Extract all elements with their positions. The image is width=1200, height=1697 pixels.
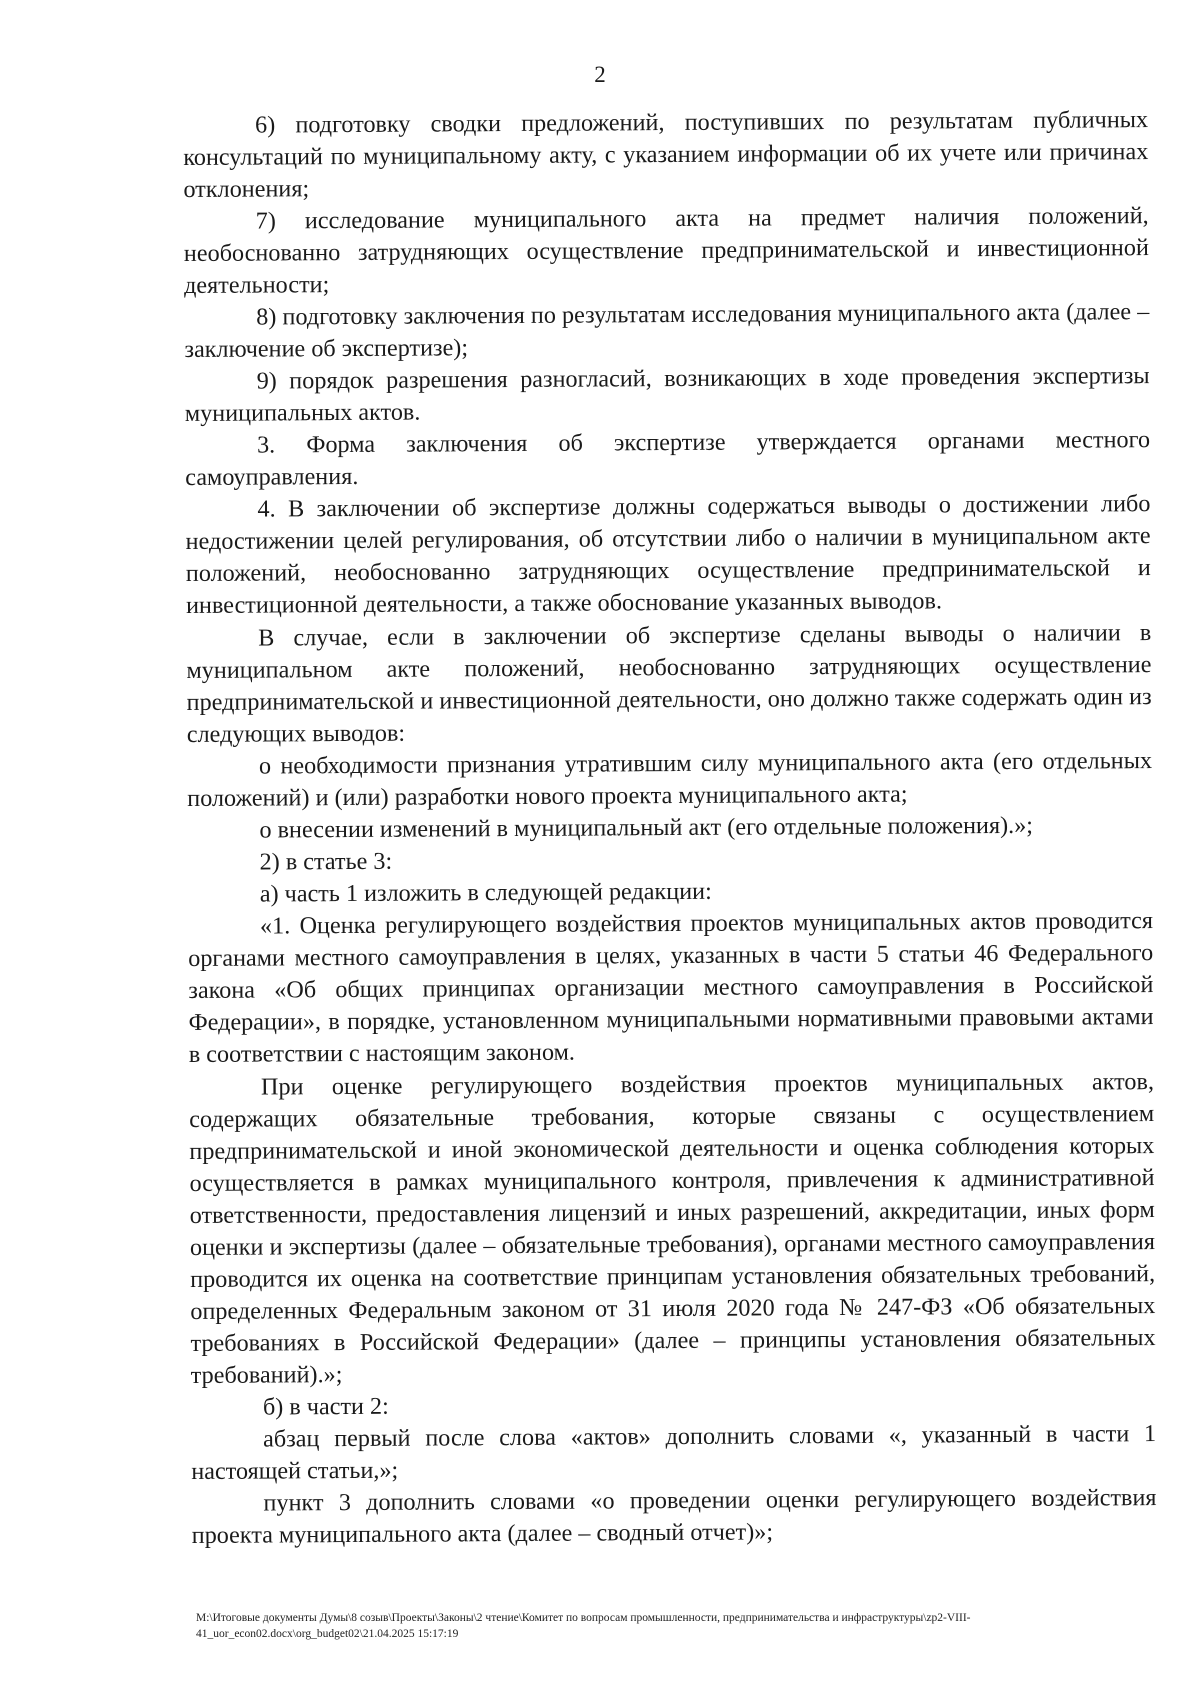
- paragraph-part-3: 3. Форма заключения об экспертизе утверждается органами местного самоуправления.: [185, 426, 1151, 491]
- paragraph-case: В случае, если в заключении об экспертизе сделаны выводы о наличии в муниципальном акте положений, необоснованно затрудняющих осуществление предпринимательской и инвестиционной деятельности, оно должно также содержать один из следующих выводов:: [186, 619, 1152, 748]
- paragraph-item-3-amendment: пункт 3 дополнить словами «о проведении оценки регулирующего воздействия проекта муниципального акта (далее – сводный отчет)»;: [191, 1484, 1157, 1549]
- paragraph-part-2-heading: б) в части 2:: [262, 1392, 389, 1421]
- paragraph-item-9: 9) порядок разрешения разногласий, возникающих в ходе проведения экспертизы муниципальных актов.: [184, 362, 1150, 427]
- paragraph-item-8: 8) подготовку заключения по результатам исследования муниципального акта (далее – заключение об экспертизе);: [184, 298, 1150, 363]
- paragraph-conclusion-repeal: о необходимости признания утратившим силу муниципального акта (его отдельных положений) и (или) разработки нового проекта муниципального акта;: [187, 747, 1153, 812]
- paragraph-conclusion-amend: о внесении изменений в муниципальный акт (его отдельные положения).»;: [259, 811, 1034, 844]
- paragraph-part-4: 4. В заключении об экспертизе должны содержаться выводы о достижении либо недостижении целей регулирования, об отсутствии либо о наличии в муниципальном акте положений, необоснованно затрудняющих осуществление предпринимательской и инвестиционной деятельности, а также обоснование указанных выводов.: [185, 490, 1151, 619]
- file-path-footer: М:\Итоговые документы Думы\8 созыв\Проекты\Законы\2 чтение\Комитет по вопросам промышленности, предпринимательства и инфраструктуры\zp2-VIII-41_uor_econ02.docx\org_budget02\21.04.2025 15:17:19: [196, 1612, 971, 1640]
- paragraph-item-6: 6) подготовку сводки предложений, поступивших по результатам публичных консультаций по муниципальному акту, с указанием информации об их учете или причинах отклонения;: [183, 106, 1149, 203]
- paragraph-item-7: 7) исследование муниципального акта на предмет наличия положений, необоснованно затрудняющих осуществление предпринимательской и инвестиционной деятельности;: [183, 202, 1149, 299]
- page-number: 2: [594, 62, 606, 87]
- paragraph-part-1-heading: а) часть 1 изложить в следующей редакции:: [259, 877, 712, 908]
- document-body: [183, 104, 1157, 1552]
- paragraph-first-amendment: абзац первый после слова «актов» дополнить словами «, указанный в части 1 настоящей статьи,»;: [191, 1420, 1157, 1485]
- paragraph-mandatory-requirements: При оценке регулирующего воздействия проектов муниципальных актов, содержащих обязательные требования, которые связаны с осуществлением предпринимательской и иной экономической деятельности и оценка соблюдения которых осуществляется в рамках муниципального контроля, привлечения к административной ответственности, предоставления лицензий и иных разрешений, аккредитации, иных форм оценки и экспертизы (далее – обязательные требования), органами местного самоуправления проводится их оценка на соответствие принципам установления обязательных требований, определенных Федеральным законом от 31 июля 2020 года № 247-ФЗ «Об обязательных требованиях в Российской Федерации» (далее – принципы установления обязательных требований).»;: [189, 1068, 1156, 1389]
- paragraph-part-1-text: «1. Оценка регулирующего воздействия проектов муниципальных актов проводится органами местного самоуправления в целях, указанных в части 5 статьи 46 Федерального закона «Об общих принципах организации местного самоуправления в Российской Федерации», в порядке, установленном муниципальными нормативными правовыми актами в соответствии с настоящим законом.: [188, 907, 1154, 1068]
- paragraph-article-3: 2) в статье 3:: [259, 847, 393, 876]
